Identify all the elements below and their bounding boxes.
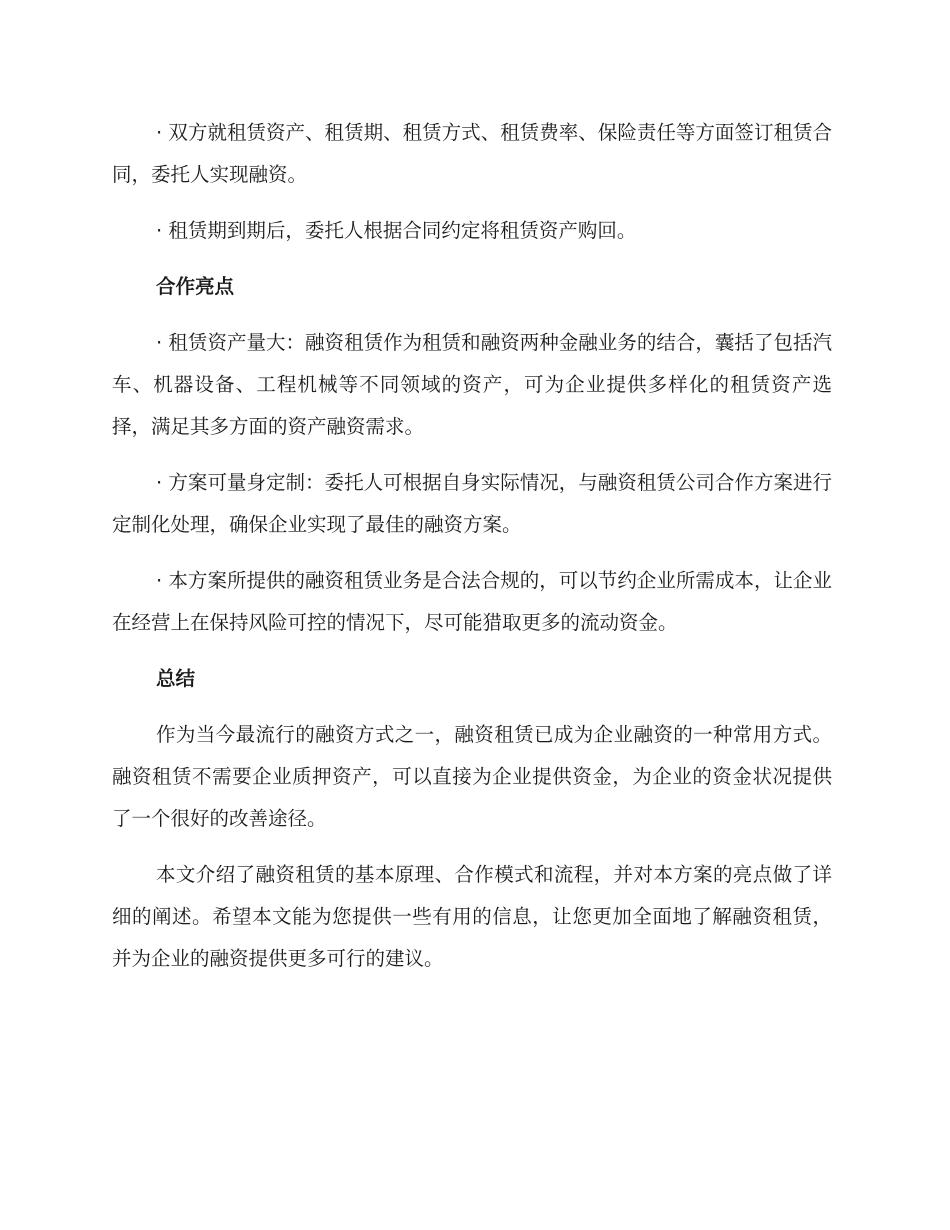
- section-heading-summary: 总结: [156, 667, 196, 690]
- summary-paragraph-2: 本文介绍了融资租赁的基本原理、合作模式和流程，并对本方案的亮点做了详细的阐述。希望本文能为您提供一些有用的信息，让您更加全面地了解融资租赁，并为企业的融资提供更多可行的建议。: [112, 863, 832, 970]
- bullet-compliance: · 本方案所提供的融资租赁业务是合法合规的，可以节约企业所需成本，让企业在经营上在保持风险可控的情况下，尽可能猎取更多的流动资金。: [112, 569, 832, 634]
- section-heading-highlights: 合作亮点: [156, 275, 235, 298]
- summary-paragraph-1: 作为当今最流行的融资方式之一，融资租赁已成为企业融资的一种常用方式。融资租赁不需要企业质押资产，可以直接为企业提供资金，为企业的资金状况提供了一个很好的改善途径。: [112, 723, 832, 830]
- bullet-large-asset-volume: · 租赁资产量大：融资租赁作为租赁和融资两种金融业务的结合，囊括了包括汽车、机器设备、工程机械等不同领域的资产，可为企业提供多样化的租赁资产选择，满足其多方面的资产融资需求。: [112, 331, 832, 438]
- bullet-lease-contract: · 双方就租赁资产、租赁期、租赁方式、租赁费率、保险责任等方面签订租赁合同，委托人实现融资。: [112, 121, 832, 186]
- bullet-buyback: · 租赁期到期后，委托人根据合同约定将租赁资产购回。: [156, 219, 637, 242]
- bullet-customizable-plan: · 方案可量身定制：委托人可根据自身实际情况，与融资租赁公司合作方案进行定制化处理，确保企业实现了最佳的融资方案。: [112, 471, 832, 536]
